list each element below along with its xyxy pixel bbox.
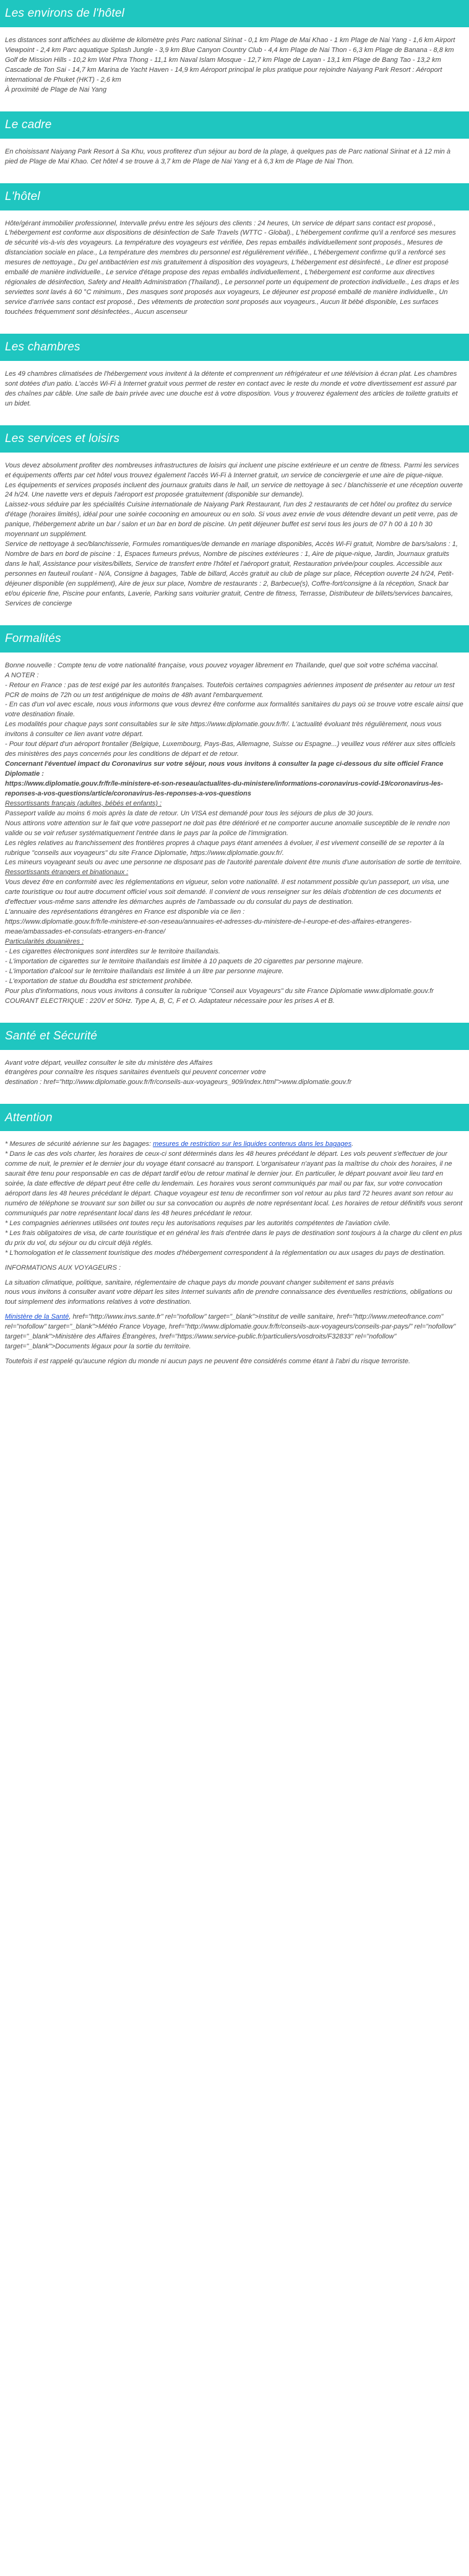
attention-mesures-suffix: . * Dans le cas des vols charter, les horaires de ceux-ci sont déterminés dans les 48 heures précédant le départ. Les vols peuvent s'effectuer de jour comme de nuit, le premier et le dernier jour du voyage étant consacré au transport. L'organisateur n'ayant pas la maîtrise du choix des horaires, il ne saurait être tenu pour responsable en cas de départ tardif et/ou de retour matinal le dernier jour. En particulier, le départ pouvant avoir lieu tard en soirée, la date effective de départ peut être celle du lendemain. Les horaires vous seront communiqués par mail ou par fax, sur votre convocation aéroport dans les 48 heures précédant le départ. Chaque voyageur est tenu de reconfirmer son vol retour au plus tard 72 heures avant son retour au numéro de téléphone se trouvant sur son billet ou sur sa convocation ou auprès de notre représentant local. Les horaires de retour définitifs vous seront communiqués par notre représentant local dans les 48 heures précédant le retour. * Les compagnies aériennes utilisées ont toutes reçu les autorisations requises par les autorités compétentes de l'aviation civile.	[5, 1140, 463, 1227]
section-title: L'hôtel	[5, 189, 40, 203]
section-formalites	[0, 625, 469, 1023]
formalites-douanes-text: - Les cigarettes électroniques sont interdites sur le territoire thaïlandais. - L'importation de cigarettes sur le territoire thaïlandais est limitée à 10 paquets de 20 cigarettes par personne majeure. - L'importation d'alcool sur le territoire thaïlandais est limitée à un litre par personne majeure. - L'exportation de statue du Bouddha est strictement prohibée. Pour plus d'informations, nous vous invitons à consulter la rubrique "Conseil aux Voyageurs" du site France Diplomatie www.diplomatie.gouv.fr	[5, 947, 434, 995]
section-header-attention	[0, 1104, 469, 1131]
environs-distances-text: Les distances sont affichées au dixième de kilomètre près Parc national Sirinat - 0,1 km Plage de Mai Khao - 1 km Plage de Nai Yang - 1,6 km Airport Viewpoint - 2,4 km Parc aquatique Splash Jungle - 3,9 km Blue Canyon Country Club - 4,4 km Plage de Nai Thon - 6,3 km Plage de Banana - 8,8 km Golf de Mission Hills - 10,2 km Wat Phra Thong - 11,1 km Naval Islam Mosque - 12,7 km Plage de Layan - 13,1 km Plage de Bang Tao - 13,2 km Cascade de Ton Sai - 14,7 km Marina de Yacht Haven - 14,9 km Aéroport principal le plus pratique pour rejoindre Naiyang Park Resort : Aéroport international de Phuket (HKT) - 2,6 km	[5, 37, 457, 84]
section-body-cadre	[0, 139, 469, 167]
formalites-douanes-label: Particularités douanières :	[5, 937, 84, 945]
section-chambres	[0, 334, 469, 425]
environs-nearby-text: À proximité de Plage de Nai Yang	[5, 85, 107, 93]
sante-text: Avant votre départ, veuillez consulter le site du ministère des Affaires étrangères pour connaître les risques sanitaires éventuels qui peuvent concerner votre destination : href="http://www.diplomatie.gouv.fr/fr/conseils-aux-voyageurs_909/index.html">www.diplomatie.gouv.fr	[5, 1059, 352, 1086]
section-cadre	[0, 111, 469, 183]
section-attention	[0, 1104, 469, 1367]
section-body-formalites	[0, 653, 469, 1007]
attention-situation-text: La situation climatique, politique, sanitaire, réglementaire de chaque pays du monde pouvant changer subitement et sans préavis nous vous invitons à consulter avant votre départ les sites Internet suivants afin de prendre connaissance des éventuelles restrictions, obligations ou tout simplement des informations relatives à votre destination.	[5, 1278, 452, 1306]
formalites-frontieres-text: Les règles relatives au franchissement des frontières propres à chaque pays étant amenées à évoluer, il est vivement conseillé de se reporter à la rubrique "conseils aux voyageurs" du site France Diplomatie, https://www.diplomatie.gouv.fr/.	[5, 839, 446, 857]
section-header-hotel	[0, 183, 469, 210]
section-body-environs	[0, 27, 469, 95]
services-restaurant-text: Laissez-vous séduire par les spécialités Cuisine internationale de Naiyang Park Restaurant, l'un des 2 restaurants de cet hôtel ou profitez du service d'étage (horaires limités), idéal pour une soirée cocooning en amoureux ou en solo. Si vous avez envie de vous détendre devant un petit verre, pas de panique, l'hébergement abrite un bar / salon et un bar en bord de piscine. Un petit déjeuner buffet est servi tous les jours de 07 h 00 à 10 h 30 moyennant un supplément.	[5, 501, 460, 539]
formalites-passeport-text: Passeport valide au moins 6 mois après la date de retour. Un VISA est demandé pour tous les séjours de plus de 30 jours. Nous attirons votre attention sur le fait que votre passeport ne doit pas être détérioré et ne comporter aucune anomalie susceptible de le rendre non valide ou se voir refuser systématiquement l'entrée dans le pays par la police de l'immigration.	[5, 809, 450, 837]
formalites-etrangers-text: Vous devez être en conformité avec les réglementations en vigueur, selon votre nationalité. Il est notamment possible qu'un passeport, un visa, une carte touristique ou tout autre document officiel vous soit demandé. Il convient de vous renseigner sur les délais d'obtention de ces documents et d'effectuer vous-même sans attendre les démarches auprès de l'ambassade ou du consulat du pays de destination. L'annuaire des représentations étrangères en France est disponible via ce lien : https://www.diplomatie.gouv.fr/fr/le-ministere-et-son-reseau/annuaires-et-adresses-du-ministere-de-l-europe-et-des-affaires-etrangeres-meae/ambassades-et-consulats-etrangers-en-france/	[5, 878, 449, 935]
chambres-text: Les 49 chambres climatisées de l'hébergement vous invitent à la détente et comprennent un réfrigérateur et une télévision à écran plat. Les chambres sont dotées d'un patio. L'accès Wi-Fi à Internet gratuit vous permet de rester en contact avec le reste du monde et votre divertissement est assuré par des chaînes par câble. Une salle de bain privée avec une douche est à votre disposition. Vous y trouverez également des articles de toilette gratuits et un bidet.	[5, 370, 460, 407]
section-title: Formalités	[5, 631, 61, 645]
services-equipment-text: Les équipements et services proposés incluent des journaux gratuits dans le hall, un service de nettoyage à sec / blanchisserie et une réception ouverte 24 h/24. Une navette vers et depuis l'aéroport est proposée gratuitement (disponible sur demande).	[5, 481, 465, 499]
cadre-text: En choisissant Naiyang Park Resort à Sa Khu, vous profiterez d'un séjour au bord de la plage, à quelques pas de Parc national Sirinat et à 12 min à pied de Plage de Mai Khao. Cet hôtel 4 se trouve à 3,7 km de Plage de Nai Yang et à 6,3 km de Plage de Nai Thon.	[5, 147, 453, 165]
section-header-cadre	[0, 111, 469, 139]
ministere-sante-link[interactable]: Ministère de la Santé	[5, 1313, 69, 1321]
section-header-formalites	[0, 625, 469, 653]
formalites-intro-text: Bonne nouvelle : Compte tenu de votre nationalité française, vous pouvez voyager librement en Thaïlande, quel que soit votre schéma vaccinal.	[5, 661, 439, 669]
formalites-ressortissants-etr-label: Ressortissants étrangers et binationaux :	[5, 869, 129, 877]
formalites-coronavirus-text: Concernant l'éventuel impact du Coronavirus sur votre séjour, nous vous invitons à consulter la page ci-dessous du site officiel France Diplomatie : https://www.diplomatie.gouv.fr/fr/le-ministere-et-son-reseau/actualites-du-ministere/informations-coronavirus-covid-19/coronavirus-les-reponses-a-vos-questions/article/coronavirus-les-reponses-a-vos-questions	[5, 760, 444, 797]
section-title: Les services et loisirs	[5, 432, 120, 445]
formalites-nota-text: - Retour en France : pas de test exigé par les autorités françaises. Toutefois certaines compagnies aériennes imposent de présenter au retour un test PCR de moins de 72h ou un test antigénique de moins de 48h avant l'embarquement. - En cas d'un vol avec escale, nous vous informons que vous devrez être conforme aux formalités sanitaires du pays où se trouve votre escale ainsi que votre destination finale. Les modalités pour chaque pays sont consultables sur le site https://www.diplomatie.gouv.fr/fr/. L'actualité évoluant très régulièrement, nous vous invitons à consulter ce lien avant votre départ. - Pour tout départ d'un aéroport frontalier (Belgique, Luxembourg, Pays-Bas, Allemagne, Suisse ou Espagne...) veuillez vous référer aux sites officiels des ministères des pays concernés pour les conditions de départ et de retour.	[5, 681, 463, 758]
section-body-chambres	[0, 361, 469, 409]
attention-informations-label: INFORMATIONS AUX VOYAGEURS :	[5, 1264, 121, 1272]
section-services	[0, 425, 469, 625]
section-title: Attention	[5, 1111, 53, 1124]
section-header-services	[0, 425, 469, 453]
attention-liens-text	[5, 1312, 464, 1352]
section-environs	[0, 0, 469, 111]
attention-mesures-text	[5, 1140, 464, 1228]
attention-homologation-text: * L'homologation et le classement touristique des modes d'hébergement correspondent à la réglementation ou aux usages du pays de destination.	[5, 1249, 445, 1257]
services-list-text: Service de nettoyage à sec/blanchisserie, Formules romantiques/de demande en mariage disponibles, Accès Wi-Fi gratuit, Nombre de bars/salons : 1, Nombre de bars en bord de piscine : 1, Espaces fumeurs prévus, Nombre de piscines extérieures : 1, Aire de pique-nique, Jardin, Journaux gratuits dans le hall, Assistance pour visites/billets, Service de transfert entre l'hôtel et l'aéroport gratuit, Restauration privée/pour couples. Accessible aux personnes en fauteuil roulant - N/A, Consigne à bagages, Table de billard, Accès gratuit au club de plage sur place, Réception ouverte 24 h/24, Petit-déjeuner disponible (en supplément), Aire de jeux sur place, Nombre de restaurants : 2, Barbecue(s), Coffre-fort/consigne à la réception, Snack bar et/ou épicerie fine, Piscine pour enfants, Laverie, Parking sans voiturier gratuit, Centre de fitness, Terrasse, Distributeur de billets/services bancaires, Services de concierge	[5, 540, 460, 607]
hotel-text: Hôte/gérant immobilier professionnel, Intervalle prévu entre les séjours des clients : 24 heures, Un service de départ sans contact est proposé., L'hébergement est conforme aux dispositions de désinfection de Safe Travels (WTTC - Global)., L'hébergement confirme qu'il a renforcé ses mesures de sécurité vis-à-vis des voyageurs. La température des voyageurs est vérifiée, Des repas emballés individuellement sont proposés., Mesures de distanciation sociale en place., La température des membres du personnel est régulièrement vérifiée., L'hébergement confirme qu'il a renforcé ses mesures de nettoyage., Du gel antibactérien est mis gratuitement à disposition des voyageurs, L'hébergement est désinfecté., Le dîner est proposé emballé de manière individuelle., Le service d'étage propose des repas emballés individuellement., L'hébergement est conforme aux directives régionales de désinfection, Safety and Health Administration (Thailand)., Le personnel porte un équipement de protection individuelle., Les draps et les serviettes sont lavés à 60 °C minimum., Des masques sont proposés aux voyageurs, Le déjeuner est proposé emballé de manière individuelle., Un service d'arrivée sans contact est proposé., Des vêtements de protection sont proposés aux voyageurs., Aucun lit bébé disponible, Les surfaces touchées fréquemment sont désinfectées., Aucun ascenseur	[5, 219, 462, 316]
formalites-courant-text: COURANT ELECTRIQUE : 220V et 50Hz. Type A, B, C, F et O. Adaptateur nécessaire pour les prises A et B.	[5, 997, 335, 1005]
section-title: Santé et Sécurité	[5, 1029, 98, 1043]
section-header-sante	[0, 1023, 469, 1050]
attention-mesures-prefix: * Mesures de sécurité aérienne sur les bagages:	[5, 1140, 153, 1148]
attention-liens-rest: , href="http://www.invs.sante.fr" rel="nofollow" target="_blank">Institut de veille sanitaire, href="http://www.meteofrance.com" rel="nofollow" target="_blank">Météo France Voyage, href="http://www.diplomatie.gouv.fr/fr/conseils-aux-voyageurs/conseils-par-pays/" rel="nofollow" target="_blank">Ministère des Affaires Étrangères, href="https://www.service-public.fr/particuliers/vosdroits/F32833" rel="nofollow" target="_blank">Documents légaux pour la sortie du territoire.	[5, 1313, 458, 1351]
section-header-chambres	[0, 334, 469, 361]
section-title: Les environs de l'hôtel	[5, 7, 125, 20]
formalites-mineurs-text: Les mineurs voyageant seuls ou avec une personne ne disposant pas de l'autorité parentale doivent être munis d'une autorisation de sortie de territoire.	[5, 859, 462, 867]
section-title: Le cadre	[5, 118, 52, 131]
section-header-environs	[0, 0, 469, 27]
section-body-attention	[0, 1131, 469, 1367]
formalites-ressortissants-fr-label: Ressortissants français (adultes, bébés et enfants) :	[5, 799, 162, 807]
attention-frais-text: * Les frais obligatoires de visa, de carte touristique et en général les frais d'entrée dans le pays de destination sont toujours à la charge du client en plus du prix du vol, du séjour ou du circuit déjà réglés.	[5, 1229, 464, 1247]
section-sante	[0, 1023, 469, 1104]
attention-terrorisme-text: Toutefois il est rappelé qu'aucune région du monde ni aucun pays ne peuvent être considérés comme étant à l'abri du risque terroriste.	[5, 1358, 411, 1366]
section-body-sante	[0, 1050, 469, 1088]
liquides-restriction-link[interactable]: mesures de restriction sur les liquides contenus dans les bagages	[153, 1140, 352, 1148]
section-body-hotel	[0, 210, 469, 318]
formalites-nota-label: A NOTER :	[5, 671, 39, 679]
section-body-services	[0, 453, 469, 609]
section-hotel	[0, 183, 469, 334]
services-intro-text: Vous devez absolument profiter des nombreuses infrastructures de loisirs qui incluent une piscine extérieure et un centre de fitness. Parmi les services et équipements offerts par cet hôtel vous trouvez également l'accès Wi-Fi à Internet gratuit, un service de conciergerie et une aire de pique-nique.	[5, 461, 461, 479]
section-title: Les chambres	[5, 340, 80, 354]
